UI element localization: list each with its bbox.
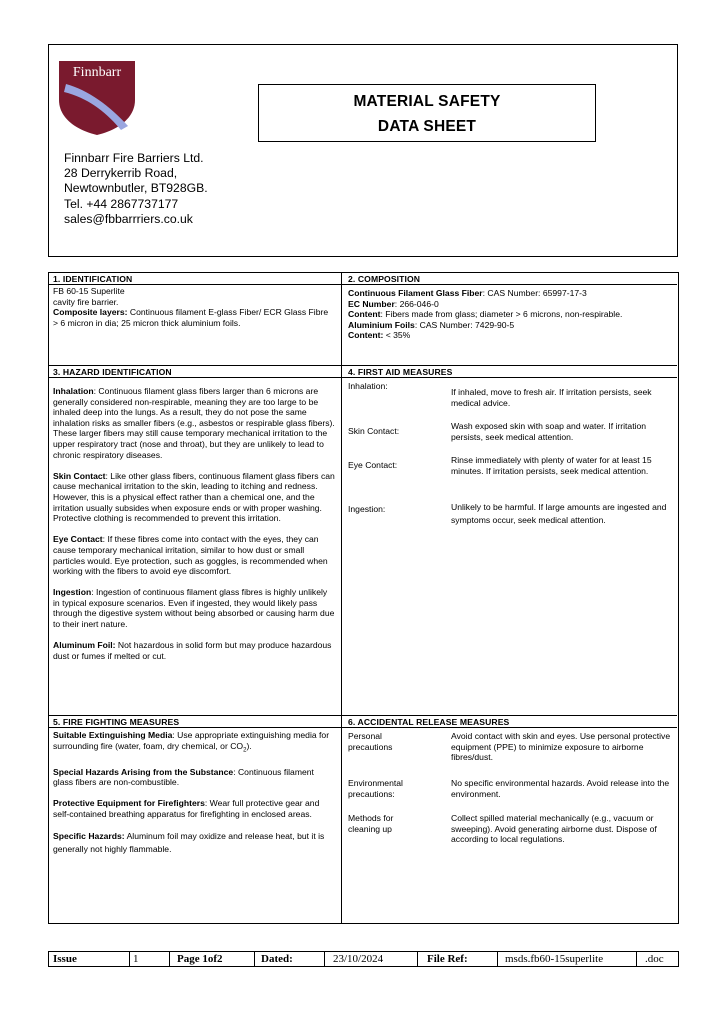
company-email[interactable]: sales@fbbarrriers.co.uk xyxy=(64,211,193,226)
ec-number xyxy=(348,299,674,310)
release-environmental-label-line-1: Environmental xyxy=(348,778,403,788)
specific-hazards xyxy=(53,830,335,856)
composite-layers-text: Continuous filament E-glass Fiber/ ECR Glass Fibre > 6 micron in dia; 25 micron thick aluminium foils. xyxy=(53,307,329,328)
footer-page-number: Page 1of2 xyxy=(177,953,223,965)
footer-issue-value: 1 xyxy=(133,953,139,965)
row-line xyxy=(49,377,677,378)
extinguishing-media-text: : Use appropriate extinguishing media for surrounding fire (water, foam, dry chemical, or CO xyxy=(53,730,330,751)
company-name: Finnbarr Fire Barriers Ltd. xyxy=(64,151,204,165)
row-line xyxy=(49,727,677,728)
first-aid-ingestion-label: Ingestion: xyxy=(348,504,386,514)
release-environmental-label xyxy=(348,778,403,799)
hazard-ingestion-label: Ingestion xyxy=(53,587,92,598)
glass-fiber-label: Continuous Filament Glass Fiber xyxy=(348,288,483,298)
first-aid-skin-label: Skin Contact: xyxy=(348,426,400,436)
special-hazards-text: : Continuous filament glass fibers are non-combustible. xyxy=(53,766,314,788)
release-cleaning-label-line-1: Methods for xyxy=(348,813,394,823)
footer-separator xyxy=(254,952,255,966)
company-address-line-2: Newtownbutler, BT928GB. xyxy=(64,181,208,196)
protective-equipment-label: Protective Equipment for Firefighters xyxy=(53,798,205,809)
special-hazards-label: Special Hazards Arising from the Substance xyxy=(53,766,234,777)
release-cleaning-label-line-2: cleaning up xyxy=(348,823,392,834)
aluminium-foils-label: Aluminium Foils xyxy=(348,319,415,330)
hazard-eye-text: : If these fibres come into contact with the eyes, they can cause temporary mechanical irritation, similar to how dust or small particles would. Eye protection, such as goggles, is recommended when working with the fibers to avoid eye discomfort. xyxy=(53,534,328,577)
release-personal-label xyxy=(348,731,392,752)
aluminium-foils-text: : CAS Number: 7429-90-5 xyxy=(414,319,515,330)
first-aid-ingestion-text: Unlikely to be harmful. If large amounts are ingested and symptoms occur, seek medical attention. xyxy=(451,502,667,525)
product-name: FB 60-15 Superlite xyxy=(53,286,125,296)
title-line-2: DATA SHEET xyxy=(377,118,477,135)
first-aid-skin-text: Wash exposed skin with soap and water. If irritation persists, seek medical attention. xyxy=(451,421,647,442)
protective-equipment-text: : Wear full protective gear and self-contained breathing apparatus for firefighting in enclosed areas. xyxy=(53,798,320,819)
section-composition-body xyxy=(348,288,674,341)
extinguishing-media-label: Suitable Extinguishing Media xyxy=(53,730,173,740)
special-hazards xyxy=(53,767,335,788)
extinguishing-media xyxy=(53,730,335,756)
section-fire-fighting-heading: 5. FIRE FIGHTING MEASURES xyxy=(53,717,180,727)
release-personal-label-line-2: precautions xyxy=(348,741,393,752)
footer-file-ref-value: msds.fb60-15superlite xyxy=(505,953,604,965)
section-hazard-heading: 3. HAZARD IDENTIFICATION xyxy=(53,367,172,377)
column-divider xyxy=(341,273,342,923)
company-address-line-1: 28 Derrykerrib Road, xyxy=(64,166,178,181)
title-line-1: MATERIAL SAFETY xyxy=(353,93,501,110)
release-cleaning-text: Collect spilled material mechanically (e.g., vacuum or sweeping). Avoid generating airborne dust. Dispose of according to local regulations. xyxy=(451,813,657,845)
first-aid-eye-label: Eye Contact: xyxy=(348,460,398,470)
footer-file-ref-label: File Ref: xyxy=(427,953,468,965)
co2-subscript: 2 xyxy=(243,747,247,754)
foil-content-label: Content: xyxy=(348,330,384,341)
extinguishing-media-end: ). xyxy=(246,740,252,751)
first-aid-inhalation-label: Inhalation: xyxy=(348,381,388,391)
document-title xyxy=(258,84,596,142)
section-identification-body xyxy=(53,286,335,328)
specific-hazards-label: Specific Hazards: xyxy=(53,831,125,842)
hazard-skin-text: : Like other glass fibers, continuous filament glass fibers can cause mechanical irritation to the skin, leading to itching and redness. However, this is a physical effect rather than a chemical one, and the irritation usually subsides when exposure ends or with proper washing. Protective clothing is recommended to prevent this irritation. xyxy=(53,470,335,524)
release-personal-text: Avoid contact with skin and eyes. Use personal protective equipment (PPE) to minimize exposure to airborne fibres/dust. xyxy=(451,731,671,763)
ec-number-text: : 266-046-0 xyxy=(394,298,439,309)
composite-layers xyxy=(53,307,335,328)
company-logo xyxy=(58,60,136,136)
hazard-aluminum-foil xyxy=(53,640,335,661)
hazard-skin-contact xyxy=(53,471,335,524)
release-environmental-text: No specific environmental hazards. Avoid release into the environment. xyxy=(451,778,670,799)
safety-sections-table xyxy=(48,272,679,924)
footer-separator xyxy=(417,952,418,966)
hazard-eye-contact xyxy=(53,534,335,576)
hazard-inhalation-label: Inhalation xyxy=(53,386,94,396)
hazard-ingestion xyxy=(53,587,335,629)
document-footer xyxy=(48,951,679,967)
fiber-content-label: Content xyxy=(348,309,381,320)
hazard-foil-text: Not hazardous in solid form but may produce hazardous dust or fumes if melted or cut. xyxy=(53,640,332,661)
row-line xyxy=(49,284,677,285)
glass-fiber-text: : CAS Number: 65997-17-3 xyxy=(482,288,587,298)
company-telephone: Tel. +44 2867737177 xyxy=(64,196,179,211)
hazard-skin-label: Skin Contact xyxy=(53,470,106,481)
ec-number-label: EC Number xyxy=(348,298,395,309)
hazard-eye-label: Eye Contact xyxy=(53,534,103,545)
row-line xyxy=(49,365,677,366)
footer-dated-label: Dated: xyxy=(261,953,293,965)
footer-separator xyxy=(636,952,637,966)
specific-hazards-text: Aluminum foil may oxidize and release heat, but it is generally not highly flammable. xyxy=(53,831,325,855)
row-line xyxy=(49,715,677,716)
footer-separator xyxy=(169,952,170,966)
footer-file-extension: .doc xyxy=(645,953,664,965)
fiber-content xyxy=(348,309,674,320)
company-address xyxy=(64,151,208,227)
hazard-ingestion-text: : Ingestion of continuous filament glass fibres is highly unlikely in typical exposure scenarios. Even if ingested, they would likely pass through the digestive system without being absorbed or causing harm due to their inert nature. xyxy=(53,587,335,630)
first-aid-inhalation-text: If inhaled, move to fresh air. If irritation persists, seek medical advice. xyxy=(451,387,652,408)
section-identification-heading: 1. IDENTIFICATION xyxy=(53,274,133,284)
foil-content-text: < 35% xyxy=(383,330,411,341)
product-type: cavity fire barrier. xyxy=(53,296,119,307)
section-first-aid-heading: 4. FIRST AID MEASURES xyxy=(348,367,453,377)
release-environmental-label-line-2: precautions: xyxy=(348,788,395,799)
glass-fiber-cas xyxy=(348,288,674,299)
release-personal-label-line-1: Personal xyxy=(348,731,382,741)
logo-text: Finnbarr xyxy=(72,65,122,80)
hazard-inhalation xyxy=(53,386,335,460)
footer-separator xyxy=(324,952,325,966)
footer-dated-value: 23/10/2024 xyxy=(333,953,384,965)
section-fire-fighting-body xyxy=(53,730,335,867)
section-accidental-release-heading: 6. ACCIDENTAL RELEASE MEASURES xyxy=(348,717,510,727)
aluminium-foils-cas xyxy=(348,320,674,331)
first-aid-eye-text: Rinse immediately with plenty of water for at least 15 minutes. If irritation persists, seek medical attention. xyxy=(451,455,652,476)
foil-content xyxy=(348,330,674,341)
footer-issue-label: Issue xyxy=(53,953,77,965)
footer-separator xyxy=(497,952,498,966)
section-hazard-body xyxy=(53,386,335,672)
protective-equipment xyxy=(53,798,335,819)
hazard-inhalation-text: : Continuous filament glass fibers larger than 6 microns are generally considered non-respirable, meaning they are too large to be inhaled deep into the lungs. As a result, they do not pose the same inhalation risks as smaller fibers (e.g., asbestos or respirable glass fibers). These larger fibers may still cause temporary mechanical irritation to the upper respiratory tract (nose and throat), but they are unlikely to lead to chronic respiratory diseases. xyxy=(53,386,335,460)
release-cleaning-label xyxy=(348,813,393,834)
fiber-content-text: : Fibers made from glass; diameter > 6 microns, non-respirable. xyxy=(380,309,623,320)
section-composition-heading: 2. COMPOSITION xyxy=(348,274,421,284)
composite-layers-label: Composite layers: xyxy=(53,307,128,318)
hazard-foil-label: Aluminum Foil: xyxy=(53,640,116,651)
